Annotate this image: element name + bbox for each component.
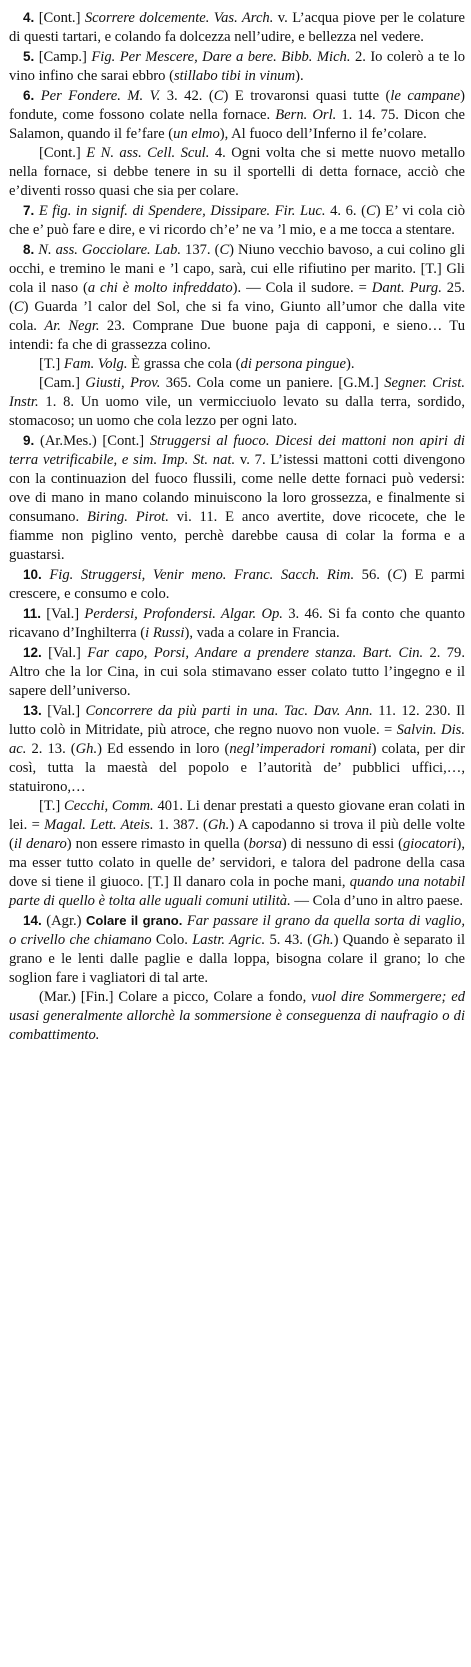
sense-number: 6. [23, 88, 35, 103]
body-text: ) di nessuno di essi ( [281, 836, 403, 852]
italic-text: Fig. Struggersi, Venir meno. Franc. Sacch. Rim. [49, 567, 355, 583]
dictionary-sense [9, 86, 465, 144]
body-text: 137. ( [181, 242, 220, 258]
body-text: ) Niuno vecchio bavoso, a cui colino gli occhi, e tremino le mani e ’l capo, sarà, cui elle rifiutino per marito. [T.] Gli cola il naso ( [9, 242, 466, 296]
body-text: — Cola d’uno in altro paese. [290, 893, 463, 909]
italic-text: Ar. Negr. [44, 318, 100, 334]
italic-text: Magal. Lett. Ateis. [44, 817, 154, 833]
body-text: [Val.] [41, 703, 86, 719]
sense-number: 14. [23, 913, 42, 928]
dictionary-sense [9, 431, 465, 565]
body-text: (Mar.) [Fin.] Colare a picco, Colare a fondo, [39, 989, 312, 1005]
dictionary-sense [9, 240, 465, 355]
body-text: 2. 79. Altro che la lor Cina, in cui sola stimavano esser colato tutto l’ingegno e il sapere dell’universo. [9, 645, 466, 699]
dictionary-subsense [9, 355, 465, 374]
body-text: ) non essere rimasto in quella ( [66, 836, 249, 852]
sense-number: 5. [23, 49, 35, 64]
italic-text: Giusti, Prov. [85, 375, 161, 391]
body-text: ) Ed essendo in loro ( [97, 741, 230, 757]
italic-text: un elmo [173, 126, 220, 142]
body-text: 3. 46. Si fa conto che quanto ricavano d’Inghilterra ( [9, 606, 465, 641]
body-text: 365. Cola come un paniere. [G.M.] [160, 375, 385, 391]
body-text: ). [295, 68, 304, 84]
italic-text: giocatori [402, 836, 457, 852]
italic-text: Fam. Volg. [63, 356, 128, 372]
italic-text: il denaro [13, 836, 67, 852]
italic-text: a chi è molto infreddato [87, 280, 233, 296]
italic-text: Lastr. Agric. [192, 932, 266, 948]
body-text: ) colata, per dir così, tutta la maestà del popolo e l’autorità de’ pubblici uffici,…, statuirono,… [9, 741, 465, 795]
italic-text: N. ass. Gocciolare. Lab. [38, 242, 182, 258]
italic-text: Concorrere da più parti in una. Tac. Dav. Ann. [85, 703, 373, 719]
body-text: ) Guarda ’l calor del Sol, che si fa vino, Giunto all’umor che dalla vite cola. [9, 299, 465, 334]
body-text: 2. Io colerò a te lo vino infino che sarai ebbro ( [9, 49, 466, 84]
italic-text: E N. ass. Cell. Scul. [86, 145, 210, 161]
sense-number: 10. [23, 567, 42, 582]
italic-text: Gh. [75, 741, 98, 757]
body-text: [Cont.] [39, 145, 87, 161]
body-text: 1. 387. ( [153, 817, 208, 833]
italic-text: Per Fondere. M. V. [40, 88, 161, 104]
italic-text: C [365, 203, 376, 219]
body-text: 2. 13. ( [26, 741, 76, 757]
italic-text: borsa [248, 836, 282, 852]
italic-text: Far capo, Porsi, Andare a prendere stanza. Bart. Cin. [87, 645, 424, 661]
dictionary-subsense [9, 988, 465, 1045]
body-text: ) fondute, come fossono colate nella fornace. [9, 88, 465, 123]
body-text: ), ma esser tutto colato in quelle de’ servidori, e talora del padrone della casa dove si tiene il giuoco. [T.] Il danaro cola in poche mani, [9, 836, 465, 890]
italic-text: Cecchi, Comm. [63, 798, 154, 814]
italic-text: negl’imperadori romani [229, 741, 372, 757]
italic-text: C [13, 299, 24, 315]
sense-number: 12. [23, 645, 42, 660]
body-text: 1. 14. 75. Dicon che Salamon, quando il fe’fare ( [9, 107, 465, 142]
italic-text: Dant. Purg. [371, 280, 442, 296]
dictionary-sense [9, 701, 465, 797]
dictionary-subsense [9, 797, 465, 911]
italic-text: Biring. Pirot. [86, 509, 169, 525]
italic-text: C [219, 242, 230, 258]
italic-text: Bern. Orl. [275, 107, 337, 123]
body-text: [Cont.] [34, 10, 85, 26]
body-text: ), vada a colare in Francia. [184, 625, 340, 641]
body-text: 11. 12. 230. Il lutto colò in Mitridate, più atroce, che regno nuovo non vuole. = [9, 703, 465, 738]
body-text: (Agr.) [41, 913, 87, 929]
body-text: 4. Ogni volta che si mette nuovo metallo nella fornace, si debbe tenere in su il sportelli di detta fornace, acciò che e’diventi rosso quasi che sia per colare. [9, 145, 465, 199]
italic-text: Struggersi al fuoco. Dicesi dei mattoni non apiri di terra vetrificabile, e sim. Imp. St. nat. [9, 433, 465, 468]
italic-text: i Russi [145, 625, 185, 641]
body-text: 4. 6. ( [325, 203, 366, 219]
body-text: ) Quando è separato il grano e le lenti dalle paglie e dalla loppa, bisogna colare il grano; lo che soglion fare i vagliatori di tal arte. [9, 932, 466, 986]
dictionary-sense [9, 47, 465, 86]
body-text: (Ar.Mes.) [Cont.] [34, 433, 150, 449]
dictionary-subsense [9, 144, 465, 201]
body-text: v. 7. L’istessi mattoni cotti divengono con la continuazion del fuoco flussili, come nelle dette fornaci può vedersi: ove di mano in mano colando minuiscono la loro grossezza, e finalmente si consumano. [9, 452, 465, 525]
italic-text: vuol dire Sommergere; ed usasi generalmente allorchè la sommersione è conseguenza di naufragio o di combattimento. [9, 989, 465, 1043]
dictionary-sense [9, 643, 465, 701]
body-text: Colo. [151, 932, 193, 948]
italic-text: Far passare il grano da quella sorta di vaglio, o crivello che chiamano [9, 913, 465, 948]
dictionary-sense [9, 565, 465, 604]
italic-text: di persona pingue [240, 356, 346, 372]
italic-text: Segner. Crist. Instr. [9, 375, 465, 410]
body-text: v. L’acqua piove per le colature di questi tartari, e colando fa dolcezza nell’udire, e bellezza nel vedere. [9, 10, 465, 45]
italic-text: E fig. in signif. di Spendere, Dissipare. Fir. Luc. [38, 203, 326, 219]
sense-number: 11. [23, 606, 42, 621]
italic-text: C [392, 567, 403, 583]
body-text: [Cam.] [39, 375, 86, 391]
sense-number: 13. [23, 703, 42, 718]
body-text: 23. Comprane Due buone paja di capponi, e sieno… Tu intendi: fa che di grassezza colino. [9, 318, 466, 353]
italic-text: Gh. [207, 817, 230, 833]
body-text: [Val.] [41, 645, 88, 661]
body-text: 56. ( [354, 567, 393, 583]
body-text: È grassa che cola ( [127, 356, 241, 372]
body-text: [T.] [39, 356, 64, 372]
dictionary-sense [9, 911, 465, 988]
dictionary-subsense [9, 374, 465, 431]
body-text: ) A capodanno si trova il più delle volte ( [9, 817, 466, 852]
sense-number: 8. [23, 242, 35, 257]
sense-number: 9. [23, 433, 35, 448]
italic-text: Scorrere dolcemente. Vas. Arch. [84, 10, 274, 26]
body-text: 401. Li denar prestati a questo giovane eran colati in lei. = [9, 798, 465, 833]
italic-text: C [213, 88, 224, 104]
body-text: ) E’ vi cola ciò che e’ può fare e dire, e vi ricordo ch’e’ ne va ’l mio, e a me tocca a stentare. [9, 203, 465, 238]
italic-text: Gh. [312, 932, 334, 948]
body-text: [T.] [39, 798, 64, 814]
sense-number: 7. [23, 203, 35, 218]
body-text: [Val.] [41, 606, 85, 622]
body-text: ). — Cola il sudore. = [232, 280, 372, 296]
body-text: 5. 43. ( [265, 932, 313, 948]
body-text: [Camp.] [34, 49, 92, 65]
italic-text: le campane [390, 88, 461, 104]
italic-text: Perdersi, Profondersi. Algar. Op. [84, 606, 283, 622]
body-text: ) E parmi crescere, e consumo e colo. [9, 567, 465, 602]
dictionary-sense [9, 604, 465, 643]
italic-text: stillabo tibi in vinum [173, 68, 296, 84]
body-text: ) E trovaronsi quasi tutte ( [223, 88, 391, 104]
spaced-phrase: Colare il grano. [86, 913, 183, 928]
body-text: ), Al fuoco dell’Inferno il fe’colare. [219, 126, 427, 142]
italic-text: quando una notabil parte di quello è tolta alle uguali comuni utilità. [9, 874, 465, 909]
dictionary-sense [9, 8, 465, 47]
dictionary-sense [9, 201, 465, 240]
body-text: 1. 8. Un uomo vile, un vermicciuolo levato su dalla terra, sordido, stomacoso; un uomo che cola lezzo per ogni lato. [9, 394, 465, 429]
sense-number: 4. [23, 10, 35, 25]
italic-text: Salvin. Dis. ac. [9, 722, 465, 757]
body-text: ). [345, 356, 355, 372]
body-text: vi. 11. E anco avertite, dove ricocete, che le fiamme non piglino vento, perchè darebbe causa di colar la forma e a guastarsi. [9, 509, 465, 563]
body-text: 3. 42. ( [160, 88, 214, 104]
italic-text: Fig. Per Mescere, Dare a bere. Bibb. Mich. [91, 49, 351, 65]
body-text: 25. ( [9, 280, 466, 315]
